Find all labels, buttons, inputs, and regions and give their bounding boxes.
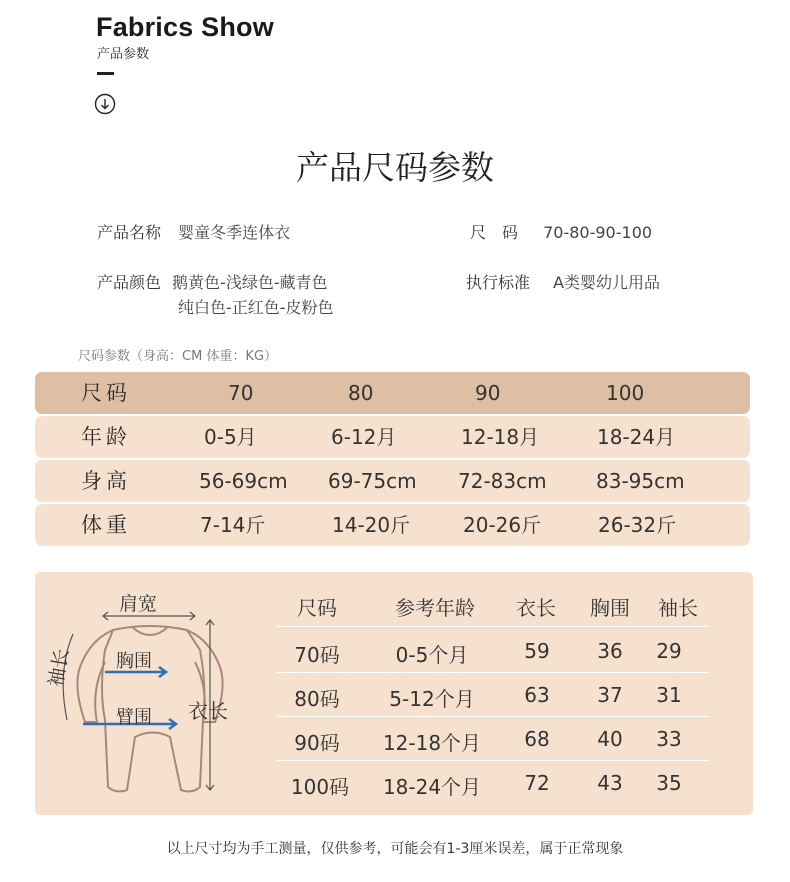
table-divider [277, 760, 709, 761]
info-size-value: 70-80-90-100 [543, 223, 653, 242]
info-color-label: 产品颜色 [97, 273, 162, 292]
table-cell: 12-18月 [461, 425, 540, 449]
row-label: 身高 [81, 469, 131, 493]
table-cell: 72 [524, 771, 550, 795]
table-cell: 18-24个月 [382, 775, 482, 799]
row-label: 年龄 [81, 425, 131, 449]
size-table-caption: 尺码参数（身高：CM 体重：KG） [78, 349, 278, 364]
table-cell: 0-5个月 [395, 643, 469, 667]
info-size-label: 尺 码 [470, 223, 519, 242]
table-header: 胸围 [590, 596, 630, 620]
measurement-panel [35, 572, 753, 815]
arm-label: 臂围 [116, 707, 152, 728]
shoulder-label: 肩宽 [119, 593, 158, 615]
table-cell: 83-95cm [596, 469, 685, 493]
table-cell: 100 [606, 381, 645, 405]
table-cell: 26-32斤 [598, 513, 677, 537]
table-header: 尺码 [297, 596, 337, 620]
table-header: 袖长 [658, 596, 698, 620]
table-cell: 14-20斤 [332, 513, 411, 537]
row-label: 体重 [81, 513, 131, 537]
romper-collar [133, 628, 167, 635]
size-table-row-age [35, 416, 750, 458]
table-cell: 90码 [294, 731, 340, 755]
table-cell: 36 [597, 639, 623, 663]
info-name-value: 婴童冬季连体衣 [178, 223, 291, 242]
footnote: 以上尺寸均为手工测量，仅供参考，可能会有1-3厘米误差，属于正常现象 [166, 841, 624, 857]
table-cell: 37 [597, 683, 623, 707]
table-cell: 5-12个月 [389, 687, 475, 711]
info-color [97, 270, 328, 293]
header-title: Fabrics Show [96, 12, 274, 42]
table-cell: 33 [656, 727, 682, 751]
info-name-label: 产品名称 [97, 223, 162, 242]
sleeve-label: 袖长 [44, 647, 74, 689]
table-cell: 18-24月 [597, 425, 676, 449]
table-header: 参考年龄 [395, 596, 475, 620]
page-title: 产品尺码参数 [296, 148, 494, 187]
info-color-line2: 纯白色-正红色-皮粉色 [178, 298, 334, 317]
length-label: 衣长 [188, 699, 228, 723]
table-cell: 56-69cm [199, 469, 288, 493]
table-cell: 20-26斤 [463, 513, 542, 537]
table-cell: 12-18个月 [382, 731, 482, 755]
info-size [470, 220, 652, 243]
table-cell: 69-75cm [328, 469, 417, 493]
header-subtitle: 产品参数 [97, 47, 150, 62]
table-cell: 80码 [294, 687, 340, 711]
info-standard-value: A类婴幼儿用品 [553, 273, 661, 292]
table-cell: 100码 [290, 775, 350, 799]
table-cell: 0-5月 [204, 425, 257, 449]
row-label: 尺码 [81, 381, 131, 405]
table-cell: 6-12月 [331, 425, 397, 449]
size-table-row-weight [35, 504, 750, 546]
table-cell: 63 [524, 683, 550, 707]
info-name [97, 220, 290, 243]
size-table-row-height [35, 460, 750, 502]
table-cell: 70 [228, 381, 254, 405]
arrow-down-circle-icon [94, 93, 116, 115]
table-cell: 80 [348, 381, 374, 405]
table-cell: 90 [475, 381, 501, 405]
table-cell: 68 [524, 727, 550, 751]
table-cell: 29 [656, 639, 682, 663]
table-divider [277, 626, 709, 627]
table-cell: 59 [524, 639, 550, 663]
info-color-line1: 鹅黄色-浅绿色-藏青色 [172, 273, 328, 292]
info-standard-label: 执行标准 [466, 273, 531, 292]
info-standard [466, 270, 660, 293]
table-cell: 70码 [294, 643, 340, 667]
table-cell: 35 [656, 771, 682, 795]
header-divider [97, 72, 114, 75]
size-table-row-size [35, 372, 750, 414]
table-header: 衣长 [516, 596, 556, 620]
table-divider [277, 716, 709, 717]
table-cell: 72-83cm [458, 469, 547, 493]
table-divider [277, 672, 709, 673]
table-cell: 31 [656, 683, 682, 707]
table-cell: 43 [597, 771, 623, 795]
chest-label: 胸围 [116, 651, 152, 672]
table-cell: 7-14斤 [200, 513, 266, 537]
table-cell: 40 [597, 727, 623, 751]
